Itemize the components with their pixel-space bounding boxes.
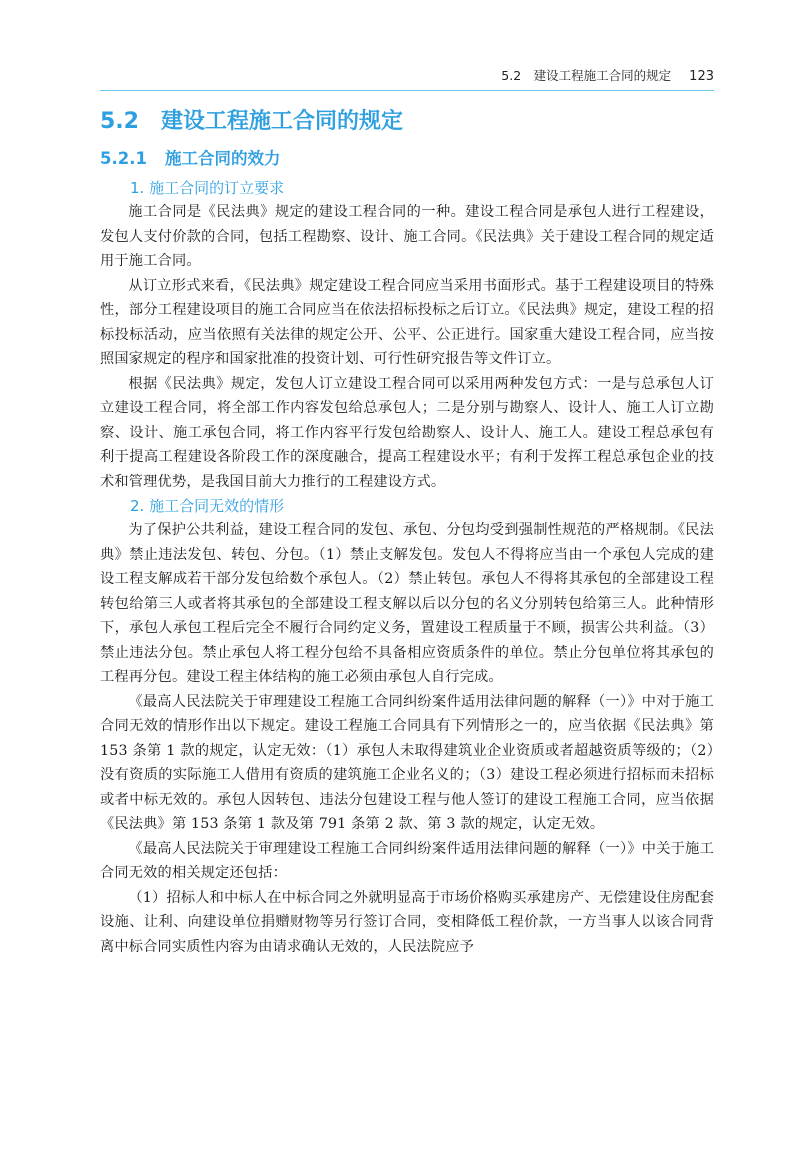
section-heading (100, 106, 714, 138)
section-number: 5.2 (100, 109, 139, 134)
heading-formation-requirements: 1. 施工合同的订立要求 (130, 179, 285, 197)
paragraph: 从订立形式来看，《民法典》规定建设工程合同应当采用书面形式。基于工程建设项目的特殊性，部分工程建设项目的施工合同应当在依法招标投标之后订立。《民法典》规定，建设工程的招标投标活动，应当依照有关法律的规定公开、公平、公正进行。国家重大建设工程合同，应当按照国家规定的程序和国家批准的投资计划、可行性研究报告等文件订立。 (100, 277, 714, 367)
paragraph: （1）招标人和中标人在中标合同之外就明显高于市场价格购买承建房产、无偿建设住房配套设施、让利、向建设单位捐赠财物等另行签订合同，变相降低工程价款，一方当事人以该合同背离中标合同实质性内容为由请求确认无效的，人民法院应予 (100, 889, 714, 955)
paragraph: 《最高人民法院关于审理建设工程施工合同纠纷案件适用法律问题的解释（一）》中关于施工合同无效的相关规定还包括： (100, 840, 714, 881)
running-header (100, 66, 714, 88)
paragraph: 根据《民法典》规定，发包人订立建设工程合同可以采用两种发包方式：一是与总承包人订立建设工程合同，将全部工作内容发包给总承包人；二是分别与勘察人、设计人、施工人订立勘察、设计、施工承包合同，将工作内容平行发包给勘察人、设计人、施工人。建设工程总承包有利于提高工程建设各阶段工作的深度融合，提高工程建设水平；有利于发挥工程总承包企业的技术和管理优势，是我国目前大力推行的工程建设方式。 (100, 375, 714, 490)
paragraph: 为了保护公共利益，建设工程合同的发包、承包、分包均受到强制性规范的严格规制。《民法典》禁止违法发包、转包、分包。（1）禁止支解发包。发包人不得将应当由一个承包人完成的建设工程支解成若干部分发包给数个承包人。（2）禁止转包。承包人不得将其承包的全部建设工程转包给第三人或者将其承包的全部建设工程支解以后以分包的名义分别转包给第三人。此种情形下，承包人承包工程后完全不履行合同约定义务，置建设工程质量于不顾，损害公共利益。（3）禁止违法分包。禁止承包人将工程分包给不具备相应资质条件的单位。禁止分包单位将其承包的工程再分包。建设工程主体结构的施工必须由承包人自行完成。 (100, 522, 714, 685)
page-body (100, 100, 714, 959)
subsection-heading (100, 146, 714, 172)
page-number: 123 (689, 69, 714, 84)
running-header-section: 5.2 建设工程施工合同的规定 (501, 68, 672, 83)
subsection-number: 5.2.1 (100, 149, 147, 168)
section-title: 建设工程施工合同的规定 (160, 109, 403, 134)
header-rule (100, 90, 714, 91)
subsection-title: 施工合同的效力 (164, 149, 281, 168)
heading-invalid-contract-cases: 2. 施工合同无效的情形 (130, 497, 285, 515)
paragraph: 《最高人民法院关于审理建设工程施工合同纠纷案件适用法律问题的解释（一）》中对于施工合同无效的情形作出以下规定。建设工程施工合同具有下列情形之一的，应当依据《民法典》第 153 条第 1 款的规定，认定无效：（1）承包人未取得建筑业企业资质或者超越资质等级的；（2）没有资质的实际施工人借用有资质的建筑施工企业名义的；（3）建设工程必须进行招标而未招标或者中标无效的。承包人因转包、违法分包建设工程与他人签订的建设工程施工合同，应当依据《民法典》第 153 条第 1 款及第 791 条第 2 款、第 3 款的规定，认定无效。 (100, 693, 714, 832)
paragraph: 施工合同是《民法典》规定的建设工程合同的一种。建设工程合同是承包人进行工程建设，发包人支付价款的合同，包括工程勘察、设计、施工合同。《民法典》关于建设工程合同的规定适用于施工合同。 (100, 204, 714, 269)
